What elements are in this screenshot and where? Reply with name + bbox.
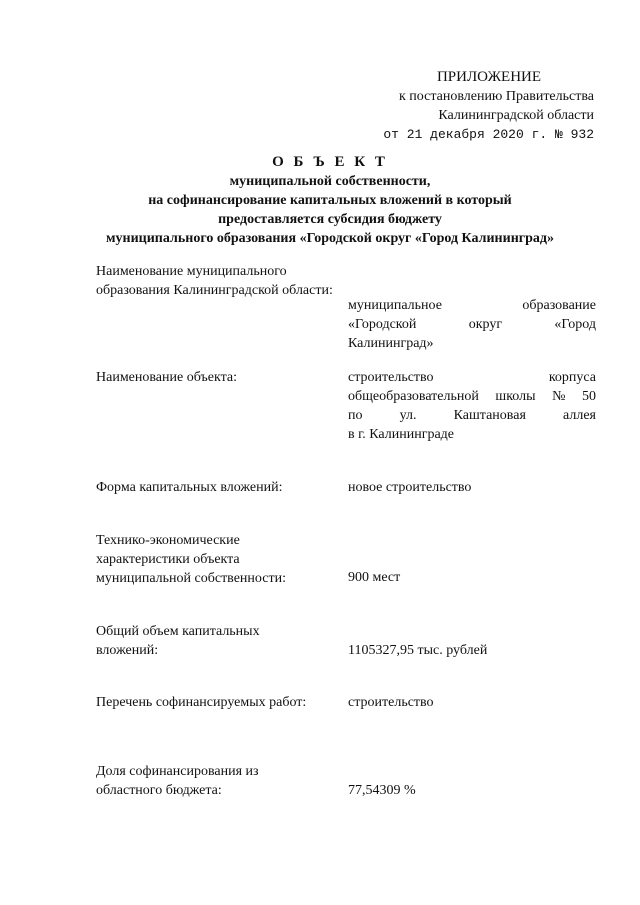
field-characteristics [96, 531, 596, 591]
value-line-3 [348, 406, 596, 425]
appendix-block [324, 68, 594, 144]
value-line-2 [348, 315, 596, 334]
document-heading [60, 153, 600, 248]
appendix-line-2: Калининградской области [438, 108, 594, 123]
heading-line-1: муниципальной собственности, [229, 174, 431, 189]
value-word: по [348, 408, 363, 423]
value-word: аллея [563, 408, 596, 423]
value-line-3: Калининград» [348, 336, 434, 351]
field-cofinancing-share [96, 762, 596, 802]
heading-line-2: на софинансирование капитальных вложений в который [148, 193, 512, 208]
field-value [348, 368, 596, 444]
heading-line-4: муниципального образования «Городской округ «Город Калининград» [106, 231, 554, 246]
field-value: новое строительство [348, 480, 472, 495]
value-word: муниципальное [348, 298, 442, 313]
appendix-line-3: от 21 декабря 2020 г. № 932 [383, 127, 594, 142]
value-word: округ [468, 317, 503, 332]
value-word: 50 [581, 389, 596, 404]
field-investment-form [96, 478, 596, 498]
value-word: строительство [348, 370, 434, 385]
field-label: Перечень софинансируемых работ: [96, 695, 307, 710]
field-label: Наименование объекта: [96, 370, 237, 385]
field-total-volume [96, 622, 596, 662]
field-label: Форма капитальных вложений: [96, 480, 283, 495]
field-label: Наименование муниципального образования Калининградской области: [96, 264, 333, 298]
value-line-4: в г. Калининграде [348, 427, 455, 442]
field-label: Доля софинансирования из областного бюджета: [96, 764, 259, 798]
field-value: 900 мест [348, 570, 401, 585]
value-word: общеобразовательной [348, 389, 479, 404]
value-word: корпуса [548, 370, 596, 385]
field-value: строительство [348, 695, 434, 710]
field-municipality [96, 262, 596, 352]
field-value: 77,54309 % [348, 783, 416, 798]
appendix-title: ПРИЛОЖЕНИЕ [436, 69, 542, 85]
field-label: Общий объем капитальных вложений: [96, 624, 260, 658]
value-line-1 [348, 368, 596, 387]
heading-line-3: предоставляется субсидия бюджету [218, 212, 442, 227]
field-value: 1105327,95 тыс. рублей [348, 643, 488, 658]
value-word: № [552, 389, 566, 404]
value-word: ул. [399, 408, 417, 423]
field-works-list [96, 693, 596, 713]
appendix-line-1: к постановлению Правительства [398, 89, 594, 104]
value-word: Каштановая [453, 408, 526, 423]
value-word: образование [522, 298, 596, 313]
value-word: школы [495, 389, 536, 404]
value-word: «Город [554, 317, 596, 332]
value-line-1 [348, 296, 596, 315]
field-value [348, 296, 596, 353]
value-line-2 [348, 387, 596, 406]
value-word: «Городской [348, 317, 417, 332]
field-object-name [96, 368, 596, 448]
heading-title: О Б Ъ Е К Т [272, 154, 388, 170]
field-label: Технико-экономические характеристики объекта муниципальной собственности: [96, 533, 286, 586]
